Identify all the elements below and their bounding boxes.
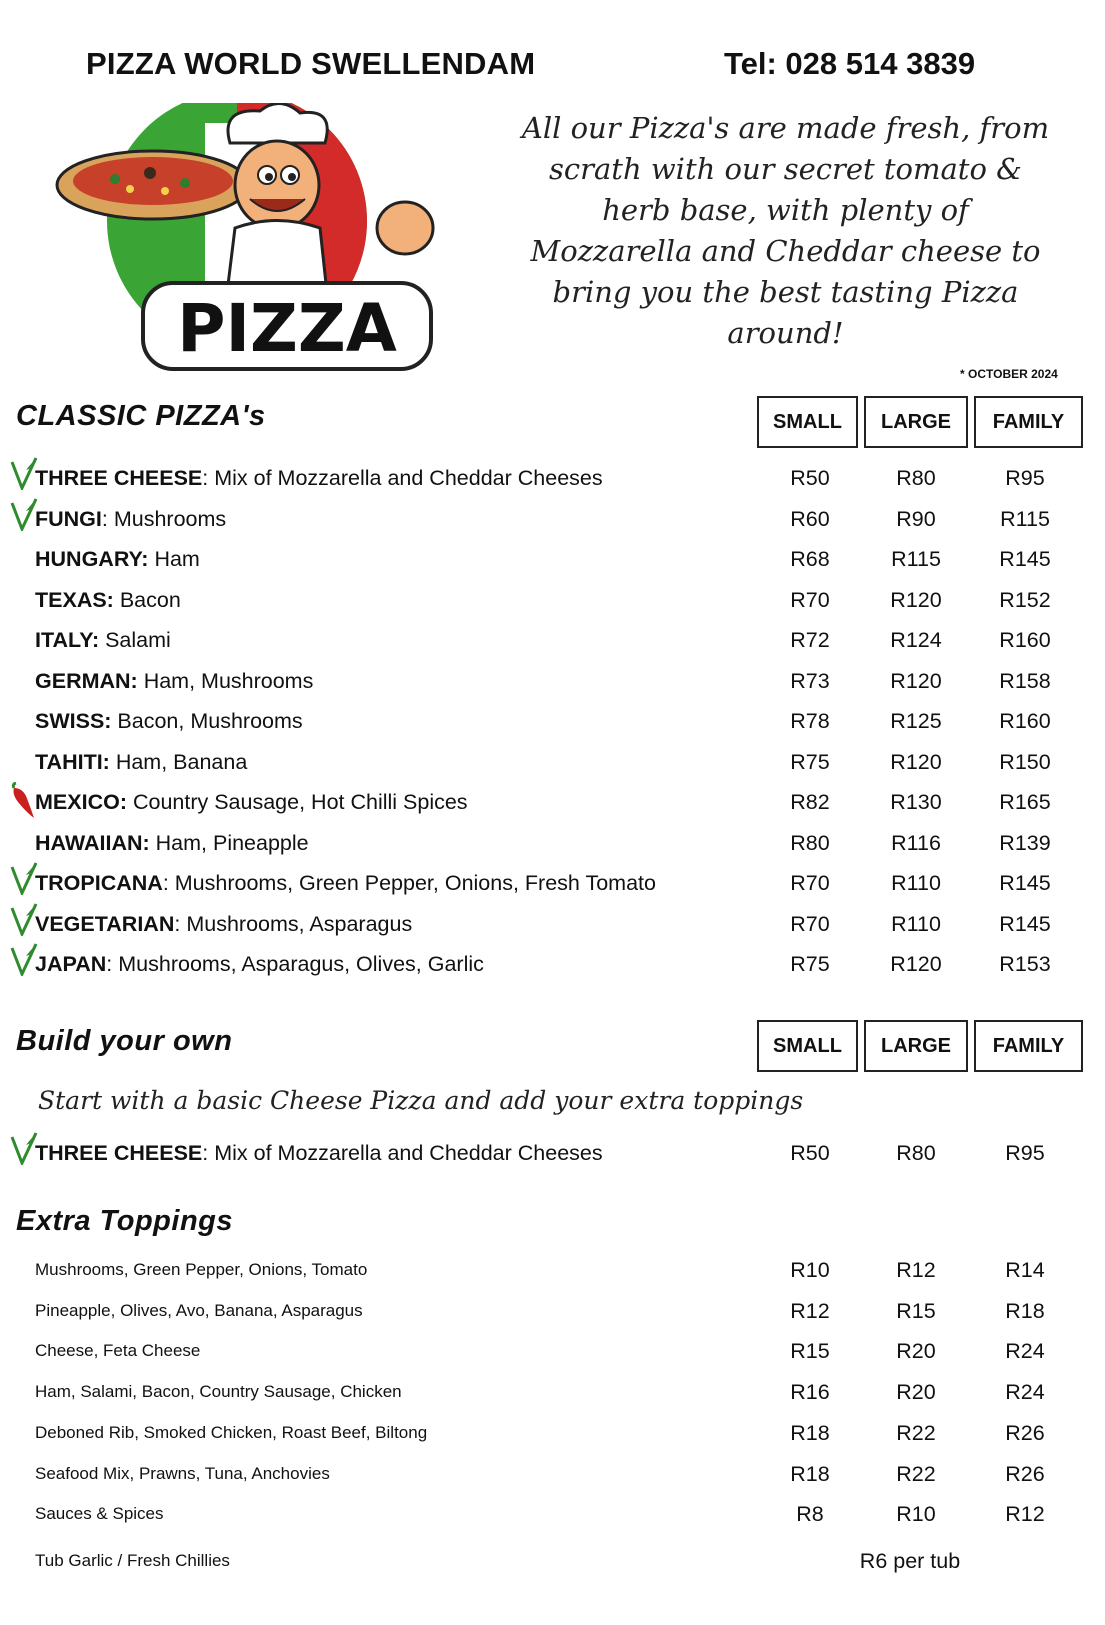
- price-small: R70: [790, 587, 830, 612]
- price-large: R120: [890, 587, 942, 612]
- price-large: R20: [896, 1339, 936, 1364]
- extra-topping-row: [0, 1291, 1105, 1331]
- price-small: R12: [790, 1298, 830, 1323]
- build-item-text: THREE CHEESE: Mix of Mozzarella and Cheddar Cheeses: [35, 1141, 603, 1165]
- price-family: R152: [999, 587, 1051, 612]
- price-family: R24: [1005, 1380, 1045, 1405]
- price-large: R116: [891, 830, 941, 855]
- pizza-chef-logo: [55, 103, 450, 375]
- build-row-three-cheese: [0, 1135, 1105, 1175]
- extra-topping-row: [0, 1494, 1105, 1534]
- price-family: R145: [999, 547, 1051, 571]
- extras-section-title: Extra Toppings: [16, 1205, 233, 1237]
- restaurant-title: PIZZA WORLD SWELLENDAM: [86, 46, 536, 81]
- tagline: All our Pizza's are made fresh, from scrath with our secret tomato & herb base, with plenty of Mozzarella and Cheddar cheese to bring you the best tasting Pizza around!: [521, 111, 1050, 350]
- price-family: R160: [999, 628, 1051, 652]
- extra-topping-row: [0, 1250, 1105, 1290]
- price-large: R110: [891, 871, 941, 895]
- size-header-small: SMALL: [757, 396, 858, 448]
- price-large: R12: [896, 1258, 936, 1282]
- classic-row: [0, 906, 1105, 946]
- extra-topping-desc: Sauces & Spices: [35, 1504, 164, 1524]
- price-family: R115: [1000, 506, 1050, 531]
- price-family: R24: [1005, 1339, 1045, 1364]
- classic-row: [0, 825, 1105, 865]
- extra-topping-row: [0, 1372, 1105, 1412]
- classic-item-text: TROPICANA: Mushrooms, Green Pepper, Onions, Fresh Tomato: [35, 871, 656, 895]
- size-header-large: LARGE: [864, 396, 968, 448]
- price-family: R26: [1005, 1420, 1045, 1445]
- classic-item-text: HUNGARY: Ham: [35, 547, 200, 571]
- price-family: R18: [1005, 1298, 1045, 1323]
- price-small: R8: [796, 1502, 824, 1527]
- vegetarian-leaf-icon: [10, 902, 38, 936]
- vegetarian-leaf-icon: [10, 456, 38, 490]
- price-family: R150: [999, 749, 1051, 774]
- classic-item-text: MEXICO: Country Sausage, Hot Chilli Spices: [35, 790, 468, 814]
- price-large: R22: [896, 1461, 936, 1486]
- price-small: R75: [790, 952, 830, 976]
- classic-item-text: GERMAN: Ham, Mushrooms: [35, 668, 314, 693]
- extra-topping-row: [0, 1454, 1105, 1494]
- classic-row: [0, 501, 1105, 541]
- vegetarian-leaf-icon: [10, 497, 38, 531]
- price-family: R153: [999, 952, 1051, 976]
- price-small: R15: [790, 1339, 830, 1364]
- classic-row: [0, 622, 1105, 662]
- price-family: R26: [1005, 1461, 1045, 1486]
- price-small: R78: [790, 709, 830, 733]
- classic-row: [0, 784, 1105, 824]
- classic-row: [0, 703, 1105, 743]
- price-small: R10: [790, 1258, 830, 1282]
- price-large: R120: [890, 668, 942, 693]
- build-section-title: Build your own: [16, 1025, 233, 1057]
- price-family: R12: [1005, 1502, 1045, 1527]
- price-small: R50: [790, 466, 830, 490]
- tub-price: R6 per tub: [859, 1549, 961, 1573]
- classic-row: [0, 582, 1105, 622]
- price-family: R139: [999, 830, 1051, 855]
- price-small: R60: [790, 506, 830, 531]
- classic-item-text: ITALY: Salami: [35, 628, 171, 652]
- size-header-family: FAMILY: [974, 396, 1083, 448]
- price-small: R75: [790, 749, 830, 774]
- classic-item-text: FUNGI: Mushrooms: [35, 506, 227, 531]
- classic-row: [0, 865, 1105, 905]
- classic-item-text: SWISS: Bacon, Mushrooms: [35, 709, 303, 733]
- classic-item-text: THREE CHEESE: Mix of Mozzarella and Cheddar Cheeses: [35, 466, 603, 490]
- extra-topping-desc: Cheese, Feta Cheese: [35, 1341, 201, 1361]
- telephone-number: Tel: 028 514 3839: [724, 46, 976, 81]
- classic-row: [0, 663, 1105, 703]
- price-large: R115: [891, 547, 941, 571]
- classic-row: [0, 744, 1105, 784]
- price-large: R15: [896, 1298, 936, 1323]
- vegetarian-leaf-icon: [10, 942, 38, 976]
- price-small: R82: [790, 790, 830, 814]
- classic-row: [0, 460, 1105, 500]
- price-small: R18: [790, 1461, 830, 1486]
- price-small: R68: [790, 547, 830, 571]
- logo-text: PIZZA: [177, 290, 397, 367]
- price-small: R70: [790, 911, 830, 936]
- price-family: R158: [999, 668, 1051, 693]
- vegetarian-leaf-icon: [10, 1131, 38, 1165]
- price-family: R95: [1005, 466, 1045, 490]
- price-family: R145: [999, 871, 1051, 895]
- price-large: R120: [890, 749, 942, 774]
- classic-item-text: TEXAS: Bacon: [35, 587, 181, 612]
- extras-row-tub: [0, 1541, 1105, 1581]
- classic-item-text: JAPAN: Mushrooms, Asparagus, Olives, Garlic: [35, 952, 484, 976]
- price-large: R10: [896, 1502, 936, 1527]
- build-price-large: R80: [896, 1141, 936, 1165]
- tub-desc: Tub Garlic / Fresh Chillies: [35, 1551, 230, 1570]
- price-small: R18: [790, 1420, 830, 1445]
- build-size-header-small: SMALL: [757, 1020, 858, 1072]
- price-large: R22: [896, 1420, 936, 1445]
- extra-topping-row: [0, 1413, 1105, 1453]
- price-family: R14: [1005, 1258, 1045, 1282]
- classic-row: [0, 946, 1105, 986]
- price-large: R90: [896, 506, 936, 531]
- extra-topping-desc: Seafood Mix, Prawns, Tuna, Anchovies: [35, 1463, 330, 1483]
- price-small: R72: [790, 628, 830, 652]
- classic-item-text: TAHITI: Ham, Banana: [35, 749, 248, 774]
- price-small: R80: [790, 830, 830, 855]
- classic-section-title: CLASSIC PIZZA's: [16, 400, 266, 432]
- price-large: R120: [890, 952, 942, 976]
- price-large: R110: [891, 911, 941, 936]
- classic-row: [0, 541, 1105, 581]
- price-large: R80: [896, 466, 936, 490]
- date-note: * OCTOBER 2024: [960, 367, 1058, 381]
- price-family: R145: [999, 911, 1051, 936]
- build-price-small: R50: [790, 1141, 830, 1165]
- build-size-header-large: LARGE: [864, 1020, 968, 1072]
- chilli-pepper-icon: [8, 782, 38, 820]
- price-small: R16: [790, 1380, 830, 1405]
- extra-topping-desc: Deboned Rib, Smoked Chicken, Roast Beef, Biltong: [35, 1422, 428, 1442]
- price-large: R124: [890, 628, 942, 652]
- build-subtitle: Start with a basic Cheese Pizza and add your extra toppings: [38, 1086, 804, 1115]
- price-family: R160: [999, 709, 1051, 733]
- extra-topping-desc: Ham, Salami, Bacon, Country Sausage, Chicken: [35, 1382, 402, 1402]
- price-large: R125: [890, 709, 942, 733]
- price-large: R20: [896, 1380, 936, 1405]
- classic-item-text: VEGETARIAN: Mushrooms, Asparagus: [35, 911, 413, 936]
- price-small: R70: [790, 871, 830, 895]
- build-price-family: R95: [1005, 1141, 1045, 1165]
- price-large: R130: [890, 790, 942, 814]
- price-family: R165: [999, 790, 1051, 814]
- price-small: R73: [790, 668, 830, 693]
- extra-topping-desc: Pineapple, Olives, Avo, Banana, Asparagus: [35, 1300, 363, 1320]
- extra-topping-desc: Mushrooms, Green Pepper, Onions, Tomato: [35, 1260, 368, 1279]
- build-size-header-family: FAMILY: [974, 1020, 1083, 1072]
- vegetarian-leaf-icon: [10, 861, 38, 895]
- classic-item-text: HAWAIIAN: Ham, Pineapple: [35, 830, 309, 855]
- extra-topping-row: [0, 1331, 1105, 1371]
